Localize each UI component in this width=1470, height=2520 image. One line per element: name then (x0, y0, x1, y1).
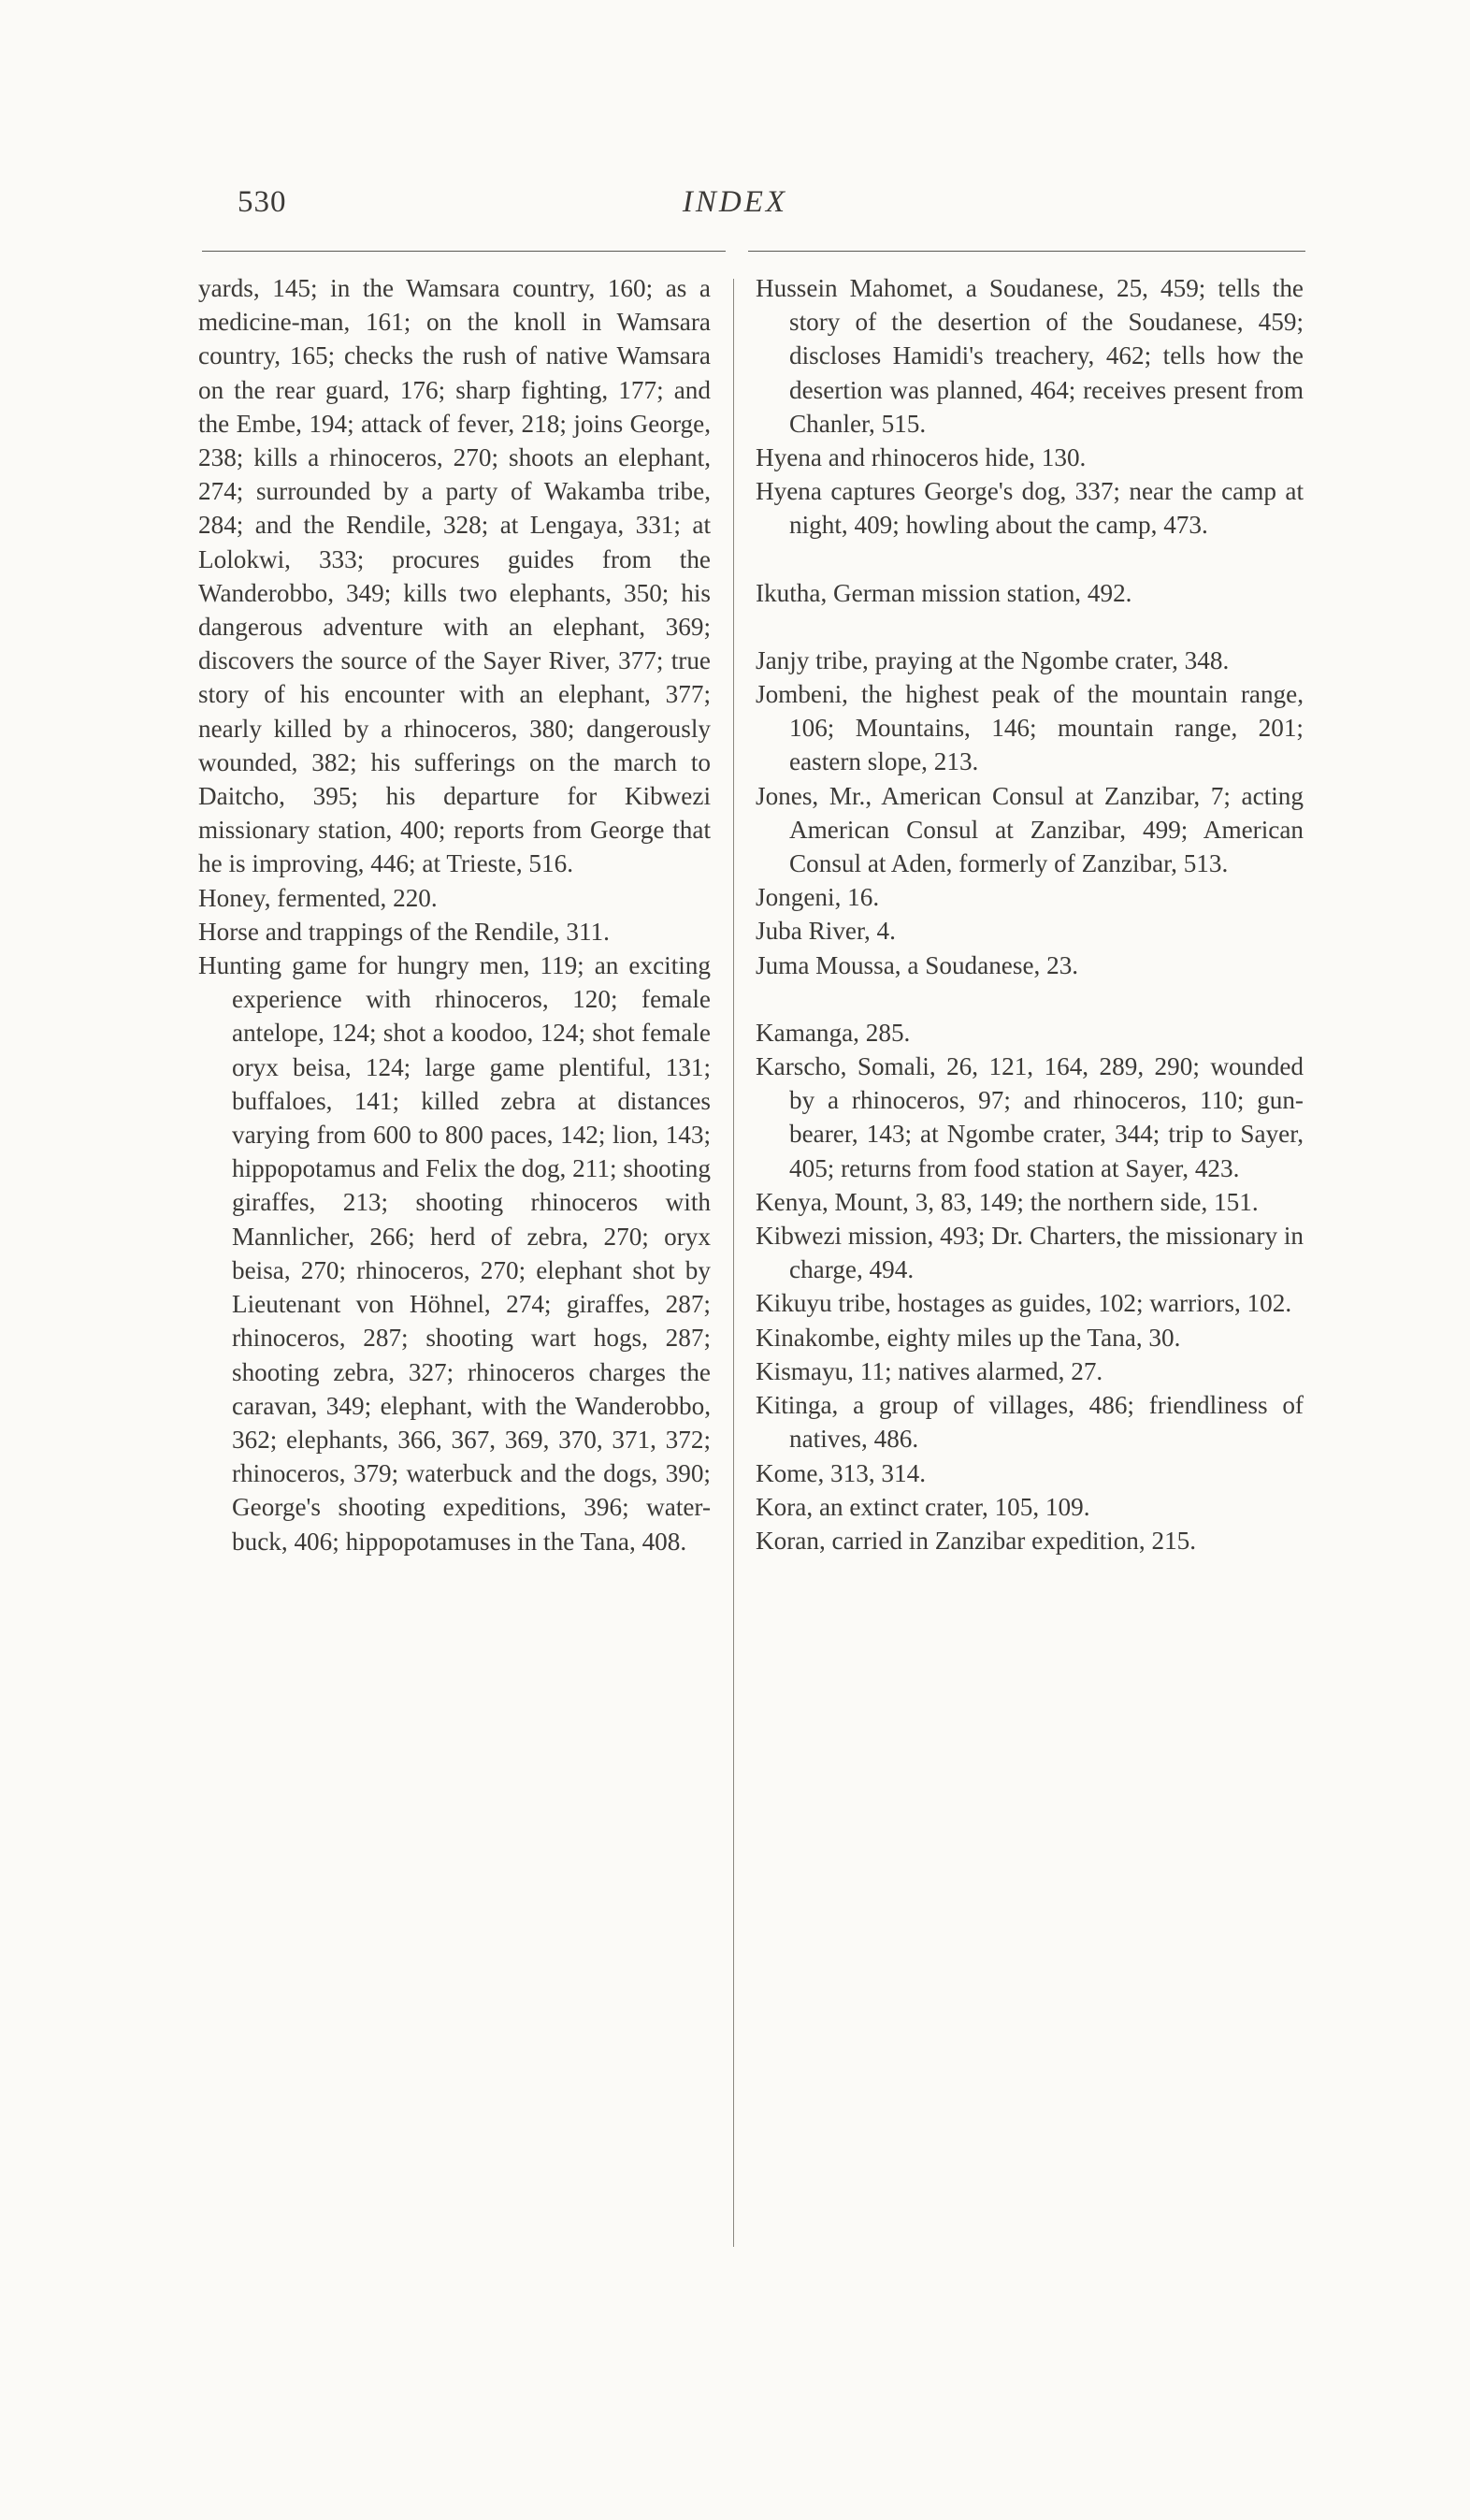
index-entry: Kome, 313, 314. (756, 1458, 926, 1487)
index-entry: Kibwezi mission, 493; Dr. Charters, the missionary in charge, 494. (756, 1222, 1304, 1284)
index-entry: Kikuyu tribe, hostages as guides, 102; warriors, 102. (756, 1289, 1292, 1318)
index-entry: Kenya, Mount, 3, 83, 149; the northern side, 151. (756, 1187, 1259, 1216)
index-entry: Jones, Mr., American Consul at Zanzibar, 7; acting American Consul at Zanzibar, 499; American Consul at Aden, formerly of Zanzibar, 513. (756, 781, 1304, 878)
index-column-right (756, 271, 1304, 1557)
index-entry: Hussein Mahomet, a Soudanese, 25, 459; tells the story of the desertion of the Soudanese, 459; discloses Hamidi's treachery, 462; tells how the desertion was planned, 464; receives present from Chanler, 515. (756, 274, 1304, 438)
index-entry: Juba River, 4. (756, 917, 896, 946)
index-entry: Horse and trappings of the Rendile, 311. (198, 917, 610, 946)
index-entry: yards, 145; in the Wamsara country, 160; as a medicine-man, 161; on the knoll in Wamsara country, 165; checks the rush of native Wamsara on the rear guard, 176; sharp fighting, 177; and the Embe, 194; attack of fever, 218; joins George, 238; kills a rhinoceros, 270; shoots an elephant, 274; surrounded by a party of Wakamba tribe, 284; and the Rendile, 328; at Lengaya, 331; at Lolokwi, 333; procures guides from the Wanderobbo, 349; kills two elephants, 350; his dangerous adventure with an elephant, 369; discovers the source of the Sayer River, 377; true story of his encounter with an elephant, 377; nearly killed by a rhinoceros, 380; dangerously wounded, 382; his sufferings on the march to Daitcho, 395; his departure for Kibwezi missionary station, 400; reports from George that he is improving, 446; at Trieste, 516. (198, 274, 711, 878)
index-entry: Juma Moussa, a Soudanese, 23. (756, 950, 1079, 979)
index-entry: Jongeni, 16. (756, 883, 880, 912)
header-rule-left (202, 251, 726, 252)
index-entry: Janjy tribe, praying at the Ngombe crater, 348. (756, 645, 1230, 674)
index-entry: Kamanga, 285. (756, 1018, 911, 1047)
index-entry: Kitinga, a group of villages, 486; friendliness of natives, 486. (756, 1391, 1304, 1454)
index-entry: Koran, carried in Zanzibar expedition, 215. (756, 1526, 1197, 1555)
page-header (0, 185, 1470, 232)
index-entry: Honey, fermented, 220. (198, 883, 438, 912)
header-rule-right (748, 251, 1305, 252)
index-entry: Hyena captures George's dog, 337; near the camp at night, 409; howling about the camp, 473. (756, 477, 1304, 540)
index-entry: Kismayu, 11; natives alarmed, 27. (756, 1356, 1103, 1385)
column-divider (733, 279, 734, 2247)
index-entry: Ikutha, German mission station, 492. (756, 578, 1132, 607)
index-column-left (198, 271, 711, 1558)
page-number: 530 (238, 185, 287, 219)
index-entry: Karscho, Somali, 26, 121, 164, 289, 290; wounded by a rhinoceros, 97; and rhinoceros, 110; gun-bearer, 143; at Ngombe crater, 344; trip to Sayer, 405; returns from food station at Sayer, 423. (756, 1052, 1304, 1182)
index-entry: Kinakombe, eighty miles up the Tana, 30. (756, 1323, 1181, 1352)
running-head: INDEX (682, 185, 788, 219)
index-entry: Hyena and rhinoceros hide, 130. (756, 443, 1087, 472)
index-entry: Jombeni, the highest peak of the mountain range, 106; Mountains, 146; mountain range, 201; eastern slope, 213. (756, 680, 1304, 776)
index-entry: Kora, an extinct crater, 105, 109. (756, 1492, 1090, 1521)
index-entry: Hunting game for hungry men, 119; an exciting experience with rhinoceros, 120; female antelope, 124; shot a koodoo, 124; shot female oryx beisa, 124; large game plentiful, 131; buffaloes, 141; killed zebra at distances varying from 600 to 800 paces, 142; lion, 143; hippopotamus and Felix the dog, 211; shooting giraffes, 213; shooting rhinoceros with Mannlicher, 266; herd of zebra, 270; oryx beisa, 270; rhinoceros, 270; elephant shot by Lieutenant von Höhnel, 274; giraffes, 287; rhinoceros, 287; shooting wart hogs, 287; shooting zebra, 327; rhinoceros charges the caravan, 349; elephant, with the Wanderobbo, 362; elephants, 366, 367, 369, 370, 371, 372; rhinoceros, 379; waterbuck and the dogs, 390; George's shooting expeditions, 396; water-buck, 406; hippopotamuses in the Tana, 408. (198, 951, 711, 1556)
